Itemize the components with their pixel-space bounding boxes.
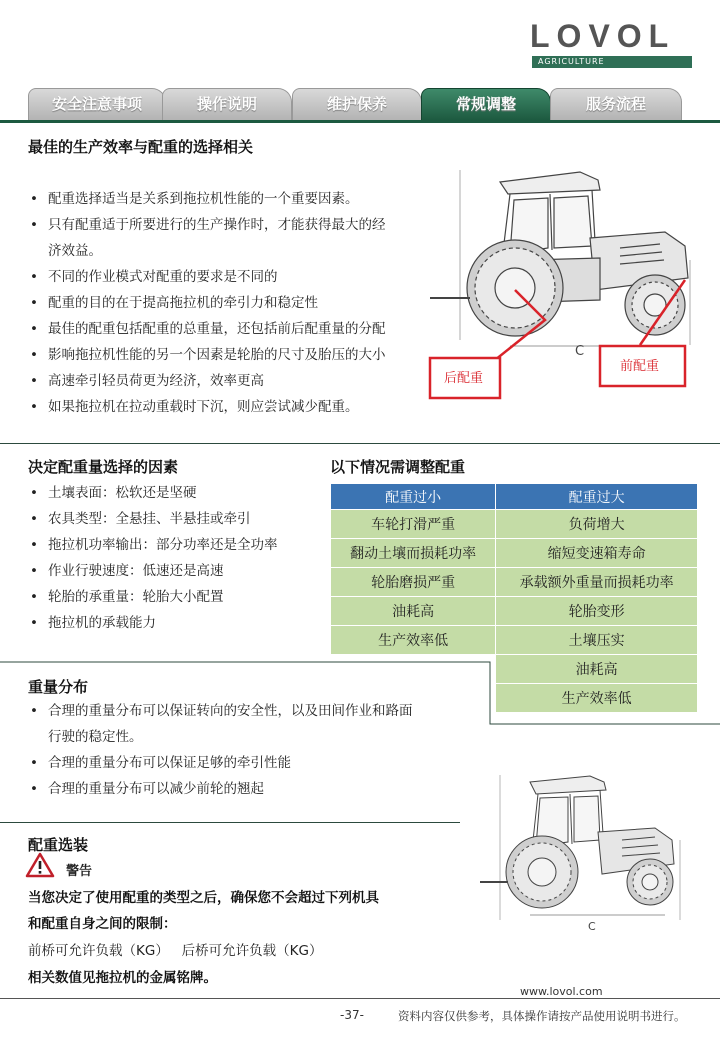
axle-load-line: 前桥可允许负载（KG） 后桥可允许负载（KG） [28,943,323,959]
cab-roof [500,172,600,194]
tab-maintenance[interactable]: 维护保养 [292,88,422,120]
too-heavy-cell: 轮胎变形 [496,597,697,625]
tab-routine-adjustment[interactable]: 常规调整 [421,88,551,120]
section2-title: 决定配重量选择的因素 [28,458,179,476]
table-row [331,539,697,567]
too-light-cell: 生产效率低 [331,626,495,654]
list-item-continuation [28,238,428,264]
footer-divider [0,998,720,999]
too-heavy-cell: 承载额外重量而损耗功率 [496,568,697,596]
cab-roof [530,776,606,794]
too-light-cell: 翻动土壤而损耗功率 [331,539,495,567]
tab-safety[interactable]: 安全注意事项 [28,88,166,120]
warning-label: 警告 [66,864,93,879]
section-tabs [0,86,720,122]
adjust-table-title: 以下情况需调整配重 [330,458,466,476]
continuation-text: 济效益。 [48,243,102,259]
list-item: • 如果拖拉机在拉动重载时下沉，则应尝试减少配重。 [28,394,428,420]
tractor-diagram-large [430,150,715,400]
page-number: -37- [340,1008,364,1022]
cab-window [574,796,600,842]
too-light-cell: 轮胎磨损严重 [331,568,495,596]
table-header-row [331,484,697,509]
list-item: • 轮胎的承重量：轮胎大小配置 [28,584,328,610]
logo-subtitle: AGRICULTURE [538,57,605,66]
list-item: • 农具类型：全悬挂、半悬挂或牵引 [28,506,328,532]
section-divider [0,822,460,823]
section-divider [0,443,720,444]
warning-icon [26,852,54,878]
list-item-continuation [28,724,468,750]
tab-operation[interactable]: 操作说明 [162,88,292,120]
cab-window [554,196,592,248]
header-too-light: 配重过小 [331,484,495,509]
list-item: • 合理的重量分布可以保证足够的牵引性能 [28,750,468,776]
rear-hub [528,858,556,886]
list-item: • 合理的重量分布可以减少前轮的翘起 [28,776,468,802]
warning-text-line: 当您决定了使用配重的类型之后，确保您不会超过下列机具 [28,890,379,906]
tab-service-process[interactable]: 服务流程 [550,88,682,120]
section2-bullets [28,480,328,636]
warning-text-line: 和配重自身之间的限制： [28,916,177,932]
front-weight-label: 前配重 [620,359,660,374]
logo-wordmark: LOVOL [530,18,676,54]
list-item: • 只有配重适于所要进行的生产操作时，才能获得最大的经 [28,212,428,238]
front-hub [642,874,658,890]
list-item: • 不同的作业模式对配重的要求是不同的 [28,264,428,290]
section4-title: 配重选装 [28,836,89,854]
section1-bullets [28,186,428,420]
dimension-label: C [588,920,596,933]
list-item: • 作业行驶速度：低速还是高速 [28,558,328,584]
list-item: • 合理的重量分布可以保证转向的安全性，以及田间作业和路面 [28,698,468,724]
rear-hub [495,268,535,308]
footer-disclaimer: 资料内容仅供参考，具体操作请按产品使用说明书进行。 [398,1009,686,1023]
too-light-cell: 车轮打滑严重 [331,510,495,538]
list-item: • 配重的目的在于提高拖拉机的牵引力和稳定性 [28,290,428,316]
header-too-heavy: 配重过大 [496,484,697,509]
too-heavy-cell: 生产效率低 [496,684,697,712]
list-item: • 最佳的配重包括配重的总重量，还包括前后配重量的分配 [28,316,428,342]
table-row [331,597,697,625]
too-light-cell: 油耗高 [331,597,495,625]
continuation-text: 行驶的稳定性。 [48,729,143,745]
list-item: • 配重选择适当是关系到拖拉机性能的一个重要因素。 [28,186,428,212]
lovol-logo [530,18,695,66]
tabs-underline [0,120,720,123]
section3-title: 重量分布 [28,678,89,696]
section3-bullets [28,698,468,802]
too-heavy-cell: 土壤压实 [496,626,697,654]
too-heavy-cell: 缩短变速箱寿命 [496,539,697,567]
table-row [331,510,697,538]
nameplate-note: 相关数值见拖拉机的金属铭牌。 [28,970,217,986]
list-item: • 拖拉机的承载能力 [28,610,328,636]
list-item: • 拖拉机功率输出：部分功率还是全功率 [28,532,328,558]
dimension-label: C [575,344,585,359]
footer-url[interactable]: www.lovol.com [520,985,603,998]
too-heavy-cell: 负荷增大 [496,510,697,538]
list-item: • 土壤表面：松软还是坚硬 [28,480,328,506]
table-row [331,568,697,596]
section1-title: 最佳的生产效率与配重的选择相关 [28,138,254,156]
tractor-diagram-small [480,770,695,945]
rear-weight-label: 后配重 [444,371,484,386]
list-item: • 高速牵引轻员荷更为经济，效率更高 [28,368,428,394]
too-heavy-cell: 油耗高 [496,655,697,683]
list-item: • 影响拖拉机性能的另一个因素是轮胎的尺寸及胎压的大小 [28,342,428,368]
